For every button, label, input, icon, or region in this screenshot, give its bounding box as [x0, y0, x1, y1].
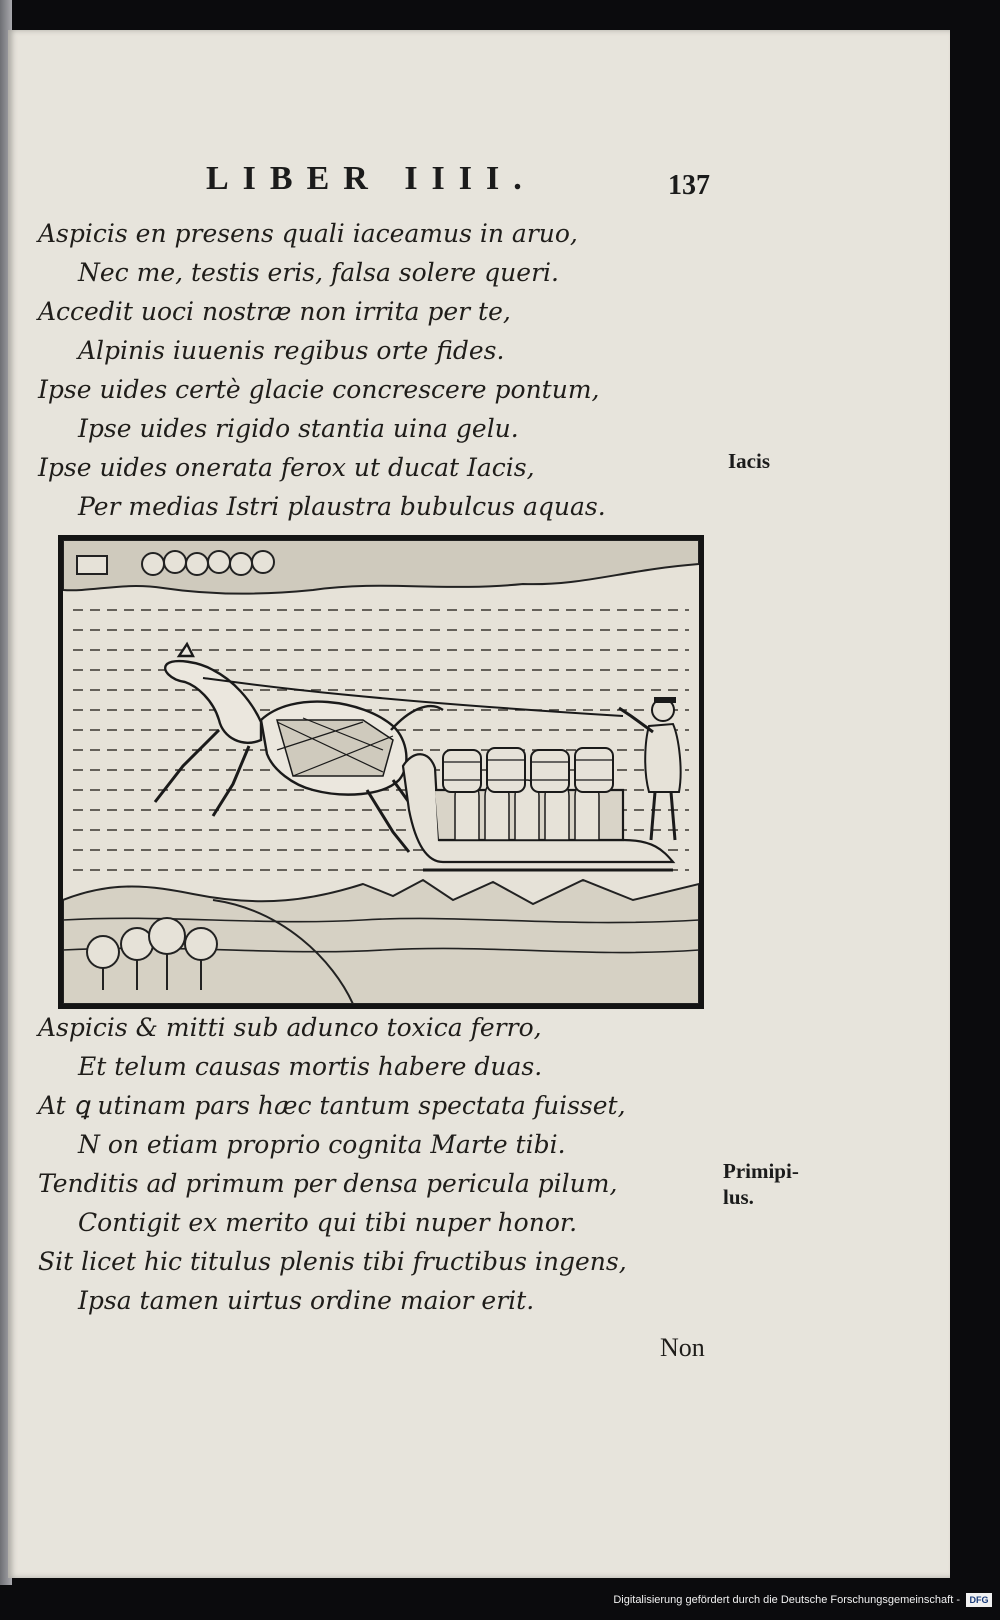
verse-line: Tenditis ad primum per densa pericula pilum,: [38, 1169, 618, 1198]
sled-scene-woodcut: [63, 540, 699, 1004]
verse-line: Et telum causas mortis habere duas.: [78, 1052, 543, 1081]
verse-line: Aspicis & mitti sub adunco toxica ferro,: [38, 1013, 542, 1042]
catchword: Non: [660, 1333, 705, 1362]
verse-block-top: [38, 214, 606, 526]
verse-line: Aspicis en presens quali iaceamus in aruo,: [38, 219, 578, 248]
page-number: 137: [668, 170, 710, 201]
verse-line: Alpinis iuuenis regibus orte fides.: [78, 336, 505, 365]
verse-line: Ipse uides onerata ferox ut ducat Iacis,: [38, 453, 535, 482]
running-title: LIBER IIII.: [206, 160, 536, 197]
verse-line: Nec me, testis eris, falsa solere queri.: [78, 258, 559, 287]
margin-note-iacis: Iacis: [728, 449, 770, 473]
verse-line: Contigit ex merito qui tibi nuper honor.: [78, 1208, 578, 1237]
book-page: [8, 30, 950, 1578]
funding-credit: Digitalisierung gefördert durch die Deutsche Forschungsgemeinschaft -: [613, 1594, 960, 1606]
footer-bar: [0, 1586, 1000, 1620]
margin-note-line: lus.: [723, 1185, 754, 1209]
verse-line: N on etiam proprio cognita Marte tibi.: [78, 1130, 566, 1159]
margin-note-primipilus: [723, 1158, 799, 1210]
verse-line: Per medias Istri plaustra bubulcus aquas.: [78, 492, 606, 521]
dfg-logo-icon: DFG: [966, 1593, 992, 1607]
woodcut-illustration: [58, 535, 704, 1009]
verse-line: At ꝗ utinam pars hæc tantum spectata fuisset,: [38, 1091, 626, 1120]
verse-line: Accedit uoci nostræ non irrita per te,: [38, 297, 511, 326]
distant-house-icon: [77, 556, 107, 574]
verse-line: Ipsa tamen uirtus ordine maior erit.: [78, 1286, 535, 1315]
verse-block-bottom: [38, 1008, 627, 1320]
near-bank: [63, 880, 699, 1004]
margin-note-line: Primipi-: [723, 1159, 799, 1183]
verse-line: Ipse uides rigido stantia uina gelu.: [78, 414, 519, 443]
verse-line: Ipse uides certè glacie concrescere pontum,: [38, 375, 600, 404]
verse-line: Sit licet hic titulus plenis tibi fructibus ingens,: [38, 1247, 627, 1276]
